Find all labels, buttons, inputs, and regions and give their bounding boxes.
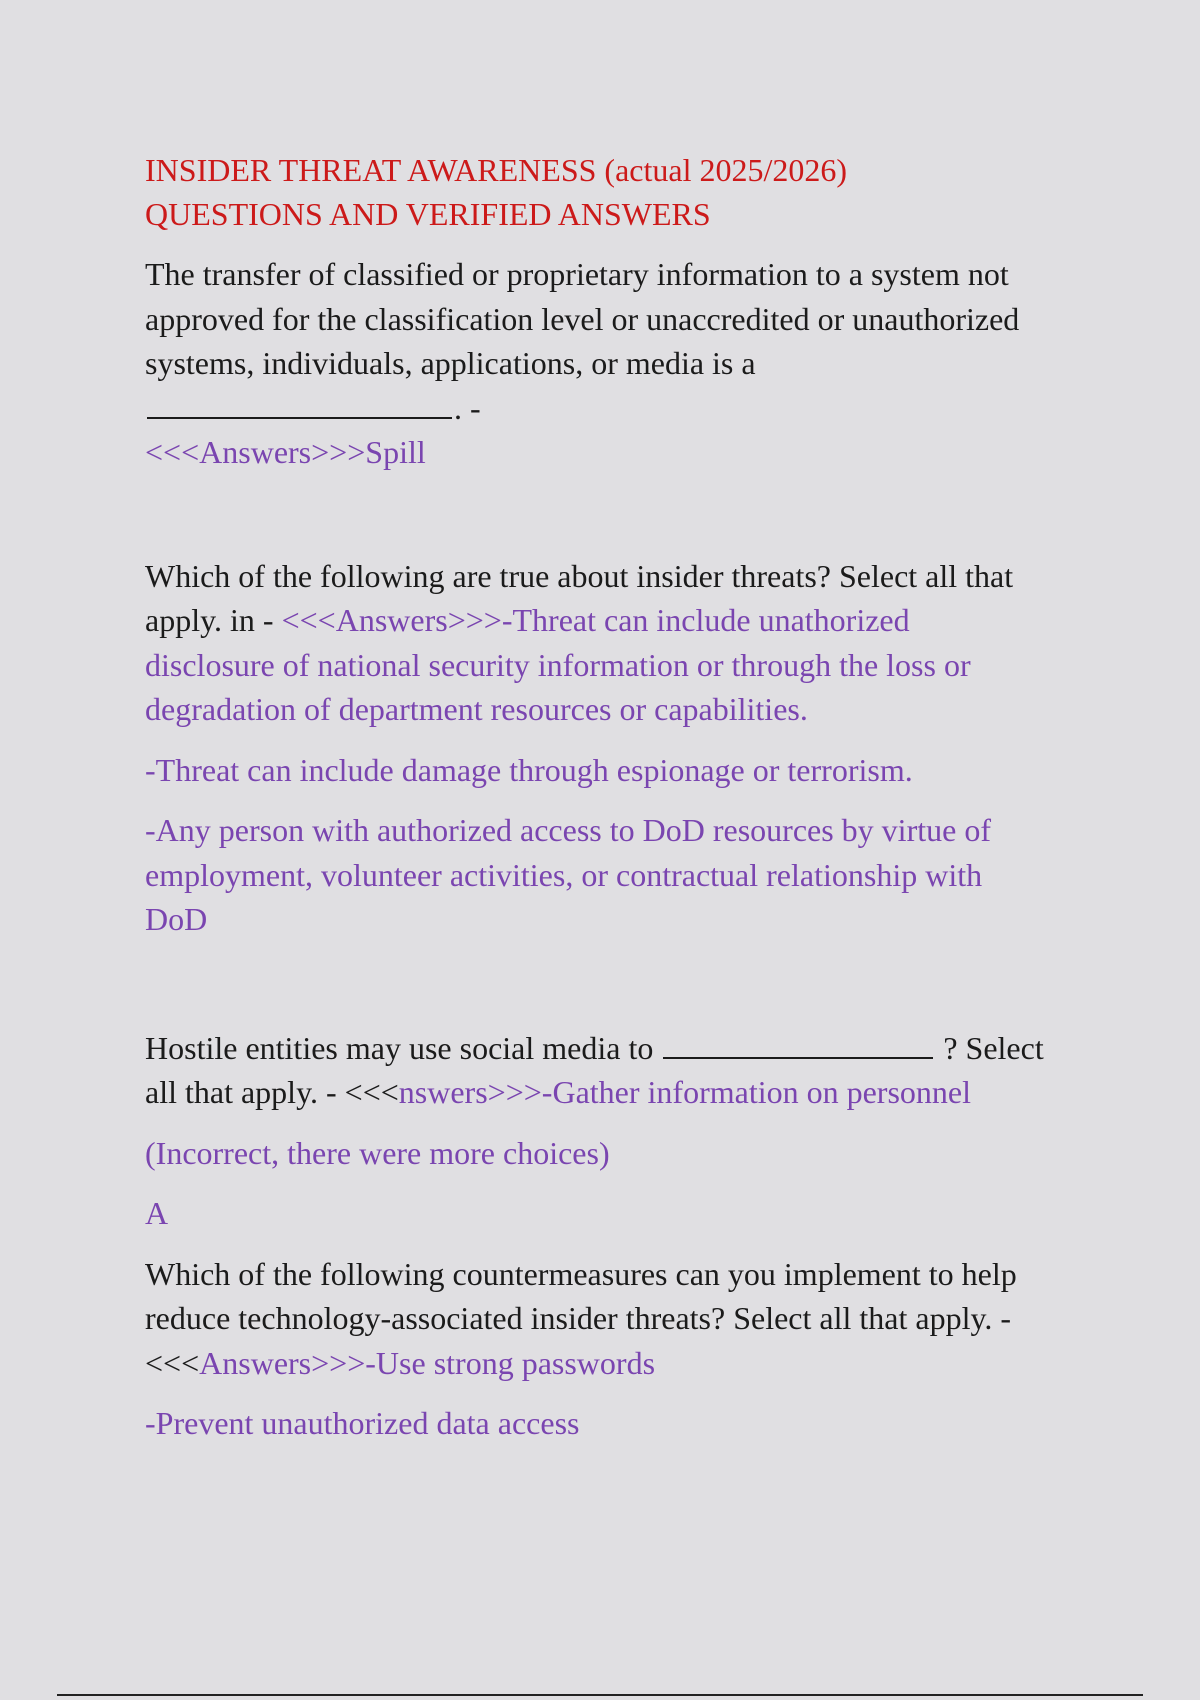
question-3 — [145, 1026, 1045, 1115]
question-3-answer-1: -Gather information on personnel — [541, 1074, 971, 1110]
question-3-text: Hostile entities may use social media to — [145, 1029, 654, 1066]
question-3-note: (Incorrect, there were more choices) — [145, 1134, 610, 1171]
question-2-answer-3: -Any person with authorized access to DoD resources by virtue of employment, volunteer activities, or contractual relationship with DoD — [145, 812, 991, 937]
question-1-answer: Spill — [365, 434, 426, 470]
question-1-text: The transfer of classified or proprietary information to a system not approved for the classification level or unaccredited or unauthorized systems, individuals, applications, or media is a — [145, 256, 1020, 381]
title-line-1: INSIDER THREAT AWARENESS (actual 2025/2026) — [145, 152, 847, 188]
answer-prefix: Answers>>> — [199, 1344, 366, 1381]
question-4-answer-1: -Use strong passwords — [365, 1344, 656, 1381]
question-1-suffix: . - — [454, 389, 481, 426]
document-title — [145, 148, 1045, 236]
question-1 — [145, 252, 1045, 475]
question-2 — [145, 554, 1045, 732]
answer-prefix: nswers>>> — [398, 1074, 542, 1110]
question-4 — [145, 1252, 1045, 1386]
answer-prefix: <<<Answers>>> — [281, 602, 502, 638]
answer-blank — [663, 1027, 933, 1059]
answer-prefix-open: <<< — [145, 1344, 200, 1381]
question-4-answer-2: -Prevent unauthorized data access — [145, 1405, 580, 1441]
question-4-text: Which of the following countermeasures can you implement to help reduce technology-associated insider threats? Select all that apply. - — [145, 1255, 1017, 1336]
question-3-letter: A — [145, 1195, 169, 1231]
question-2-answer-2: -Threat can include damage through espionage or terrorism. — [145, 751, 913, 788]
document-page — [145, 148, 1045, 1446]
answer-prefix: <<<Answers>>> — [145, 434, 366, 470]
answer-prefix-open: <<< — [344, 1074, 399, 1110]
question-2-text: Which of the following are true about insider threats? Select all that apply. in - — [145, 557, 1014, 638]
question-2-answer-1: -Threat can include unathorized disclosure of national security information or through the loss or degradation of department resources or capabilities. — [145, 602, 971, 727]
title-line-2: QUESTIONS AND VERIFIED ANSWERS — [145, 196, 711, 232]
answer-blank — [147, 387, 452, 419]
question-3-suffix: ? Select all that apply. - — [145, 1029, 1044, 1110]
page-bottom-rule — [57, 1694, 1143, 1696]
